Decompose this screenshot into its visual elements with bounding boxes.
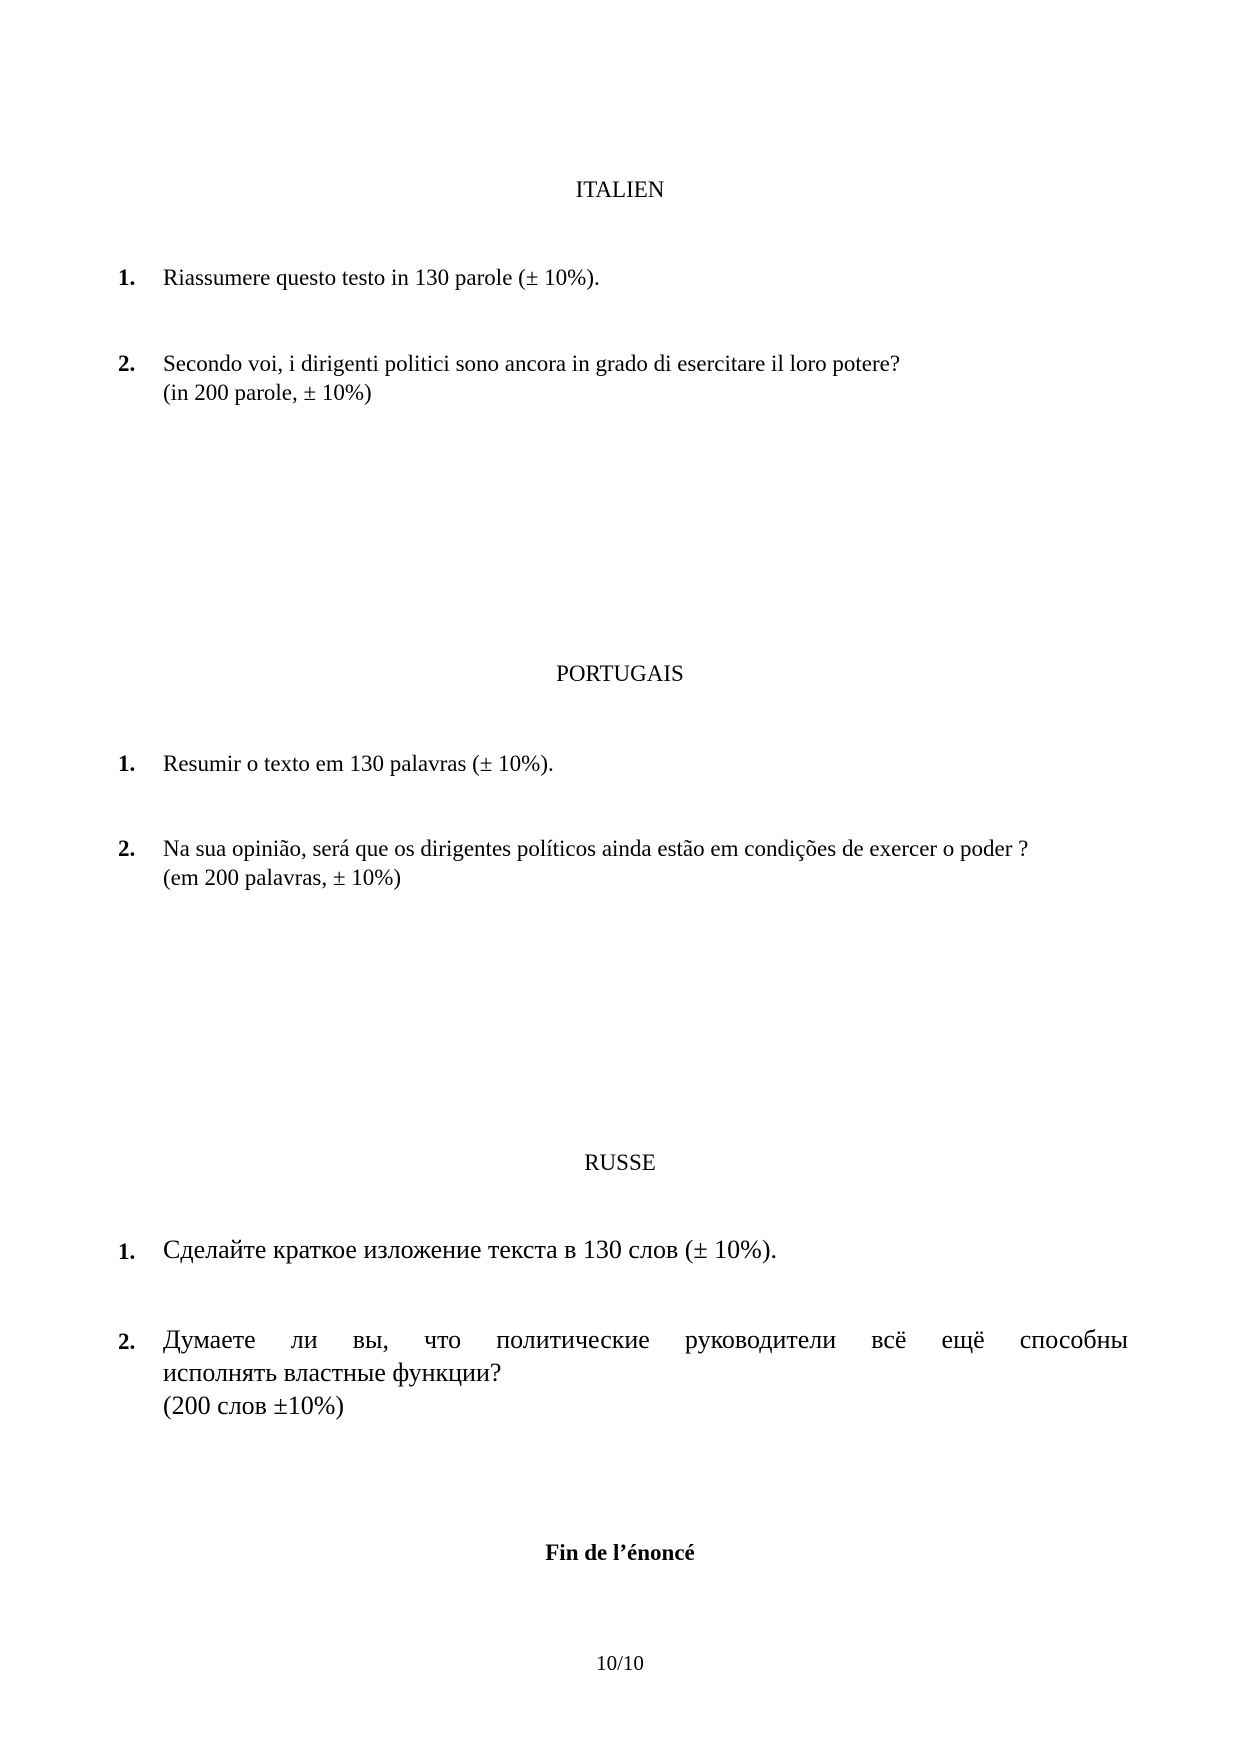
question-number: 2. [118, 351, 136, 376]
question-text: Na sua opinião, será que os dirigentes políticos ainda estão em condições de exercer o poder ? [163, 836, 1029, 861]
section-title-russe: RUSSE [584, 1150, 656, 1175]
question-text-continued: исполнять властные функции? [163, 1358, 502, 1387]
question-number: 2. [118, 1329, 136, 1354]
question-number: 1. [118, 751, 136, 776]
question-word-count: (em 200 palavras, ± 10%) [163, 865, 402, 890]
question-text: Resumir o texto em 130 palavras (± 10%). [163, 751, 554, 776]
question-number: 2. [118, 836, 136, 861]
russe-question-2 [118, 1323, 1128, 1422]
portugais-question-2 [118, 834, 1128, 892]
russe-question-1 [118, 1233, 1128, 1266]
italien-question-1 [118, 263, 1128, 292]
italien-question-2 [118, 349, 1128, 407]
question-text: Secondo voi, i dirigenti politici sono ancora in grado di esercitare il loro potere? [163, 351, 901, 376]
question-text: Сделайте краткое изложение текста в 130 слов (± 10%). [163, 1235, 777, 1264]
question-text: Думаете ли вы, что политические руководители всё ещё способны [163, 1325, 1128, 1354]
question-text: Riassumere questo testo in 130 parole (± 10%). [163, 265, 600, 290]
page-number: 10/10 [596, 1651, 644, 1675]
question-number: 1. [118, 1239, 136, 1264]
section-title-italien: ITALIEN [575, 177, 665, 202]
question-word-count: (200 слов ±10%) [163, 1391, 345, 1420]
end-of-statement: Fin de l’énoncé [545, 1540, 695, 1565]
portugais-question-1 [118, 749, 1128, 778]
question-word-count: (in 200 parole, ± 10%) [163, 380, 372, 405]
question-number: 1. [118, 265, 136, 290]
section-title-portugais: PORTUGAIS [556, 661, 684, 686]
